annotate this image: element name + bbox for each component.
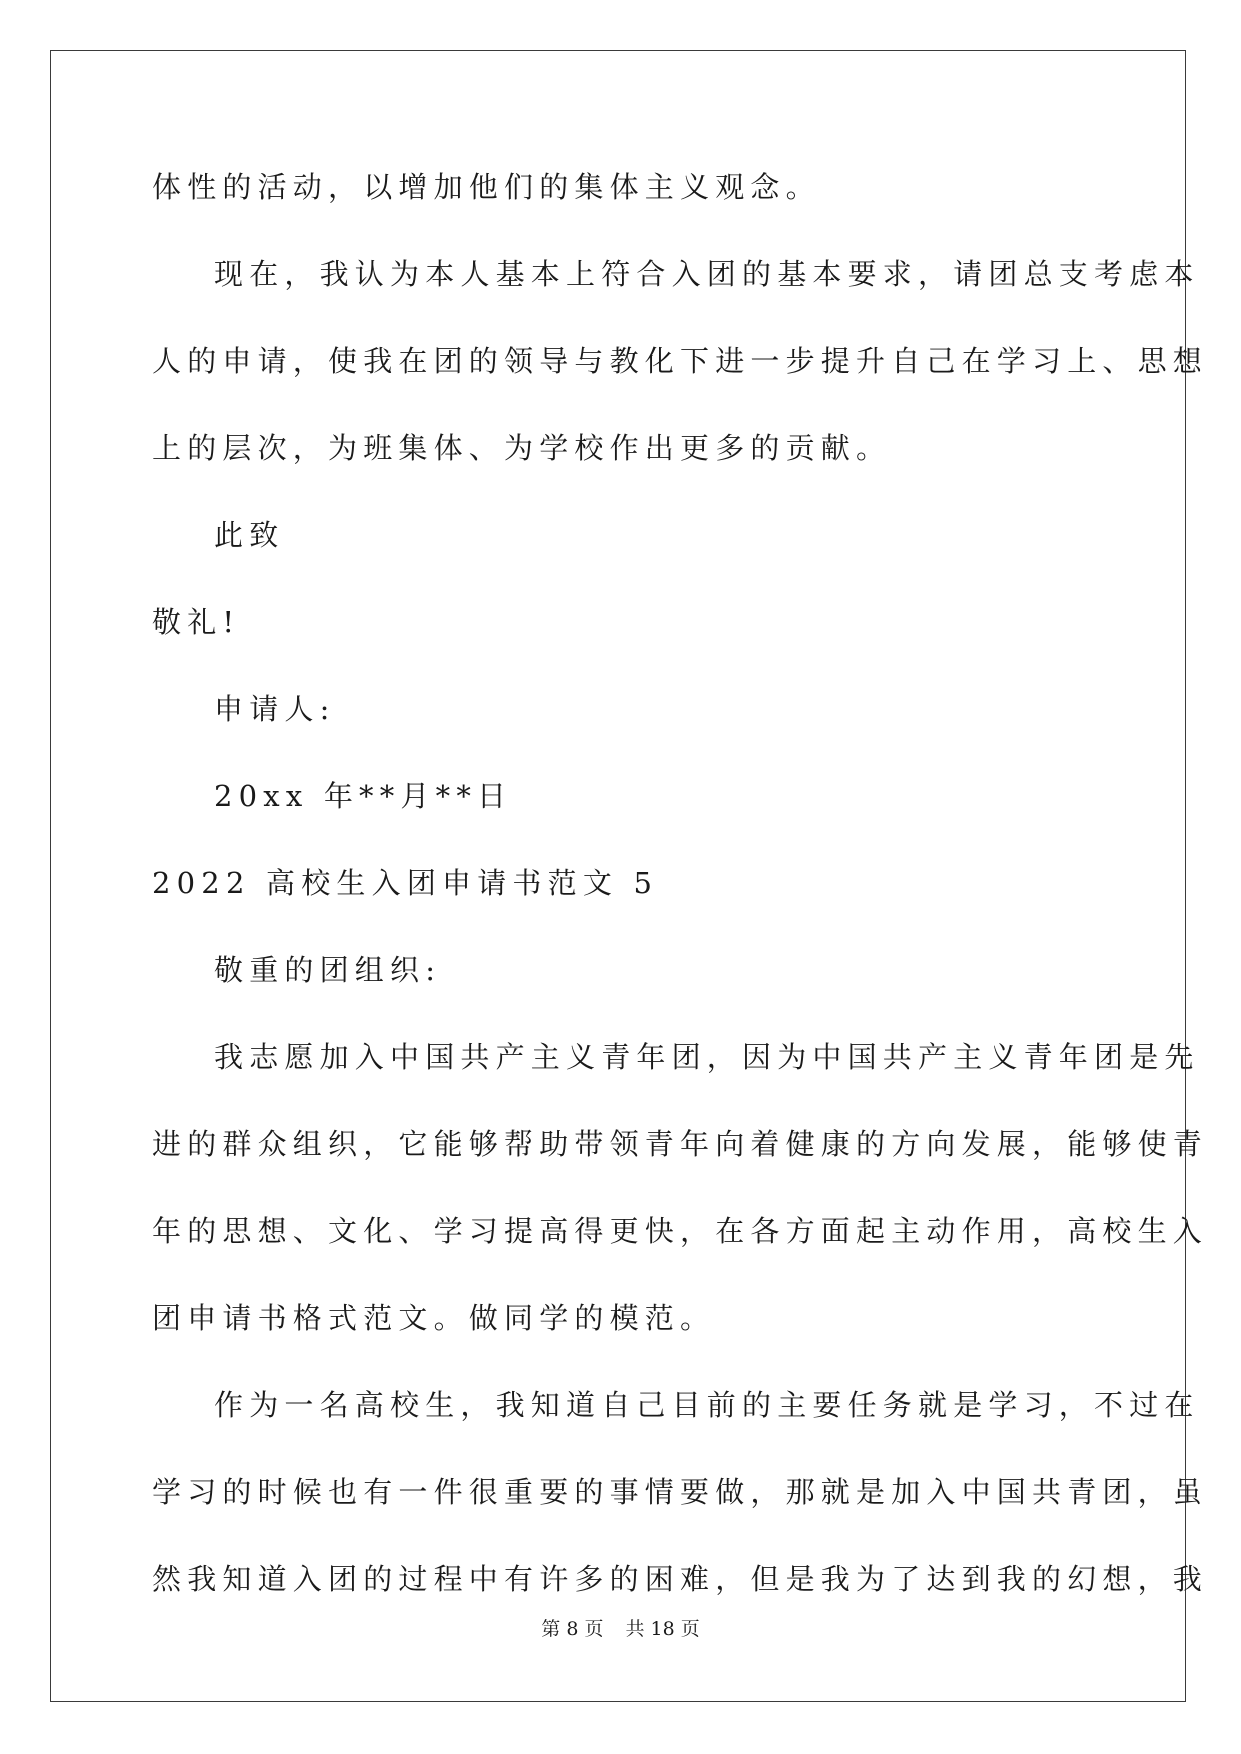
- text-line: 上的层次，为班集体、为学校作出更多的贡献。: [152, 431, 892, 465]
- text-line: 体性的活动，以增加他们的集体主义观念。: [152, 170, 821, 204]
- closing-salutation: 此致: [214, 518, 285, 552]
- text-line: 然我知道入团的过程中有许多的困难，但是我为了达到我的幻想，我: [152, 1562, 1209, 1596]
- text-line: 现在，我认为本人基本上符合入团的基本要求，请团总支考虑本: [214, 257, 1200, 291]
- greeting: 敬重的团组织:: [214, 953, 442, 987]
- applicant-label: 申请人:: [214, 692, 336, 726]
- text-line: 作为一名高校生，我知道自己目前的主要任务就是学习，不过在: [214, 1388, 1200, 1422]
- text-line: 团申请书格式范文。做同学的模范。: [152, 1301, 716, 1335]
- section-heading: 2022 高校生入团申请书范文 5: [152, 866, 659, 900]
- text-line: 年的思想、文化、学习提高得更快，在各方面起主动作用，高校生入: [152, 1214, 1209, 1248]
- date-line: 20xx 年**月**日: [214, 779, 513, 813]
- text-line: 人的申请，使我在团的领导与教化下进一步提升自己在学习上、思想: [152, 344, 1209, 378]
- text-line: 我志愿加入中国共产主义青年团，因为中国共产主义青年团是先: [214, 1040, 1200, 1074]
- page-number: 第 8 页: [541, 1618, 604, 1640]
- closing-regards: 敬礼!: [152, 605, 241, 639]
- text-line: 学习的时候也有一件很重要的事情要做，那就是加入中国共青团，虽: [152, 1475, 1209, 1509]
- text-line: 进的群众组织，它能够帮助带领青年向着健康的方向发展，能够使青: [152, 1127, 1209, 1161]
- page-total: 共 18 页: [625, 1618, 700, 1640]
- page-footer: [0, 1617, 1241, 1641]
